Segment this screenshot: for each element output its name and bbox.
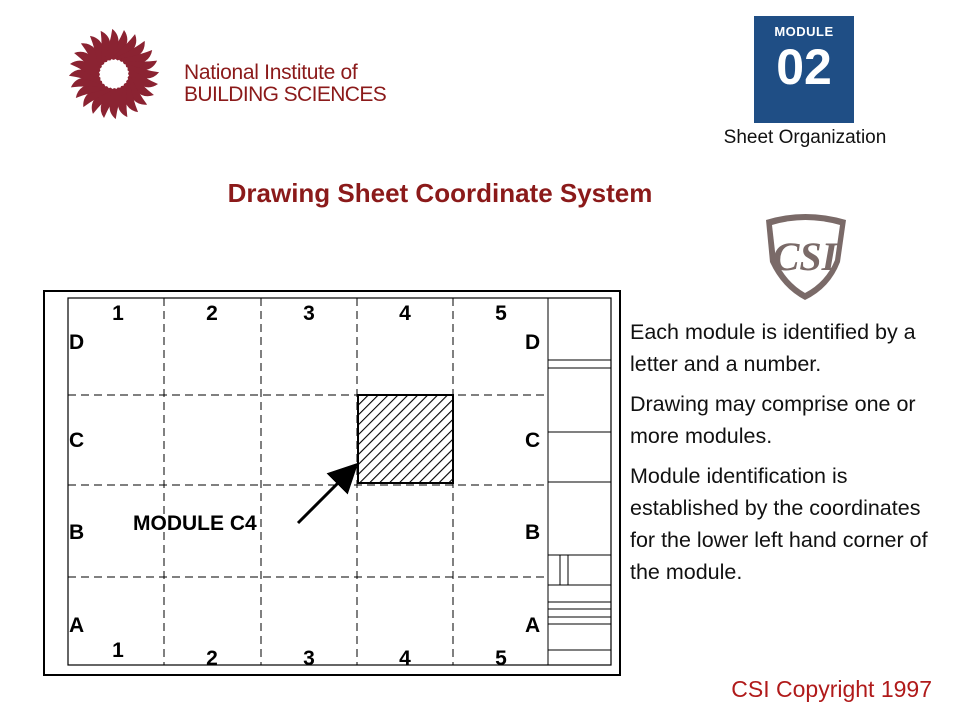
column-label-bottom-1: 1 — [112, 639, 124, 662]
column-label-bottom-5: 5 — [495, 647, 507, 670]
row-label-right-a: A — [525, 614, 541, 637]
column-label-bottom-4: 4 — [399, 647, 411, 670]
description-paragraph-2: Drawing may comprise one or more modules. — [630, 392, 916, 448]
organization-name — [184, 62, 386, 106]
description-paragraph-3: Module identification is established by the coordinates for the lower left hand corner of the module. — [630, 464, 928, 584]
row-label-left-a: A — [69, 614, 85, 637]
column-label-bottom-3: 3 — [303, 647, 315, 670]
module-pointer-arrow — [298, 467, 354, 523]
module-grid — [68, 298, 548, 665]
row-label-right-d: D — [525, 331, 541, 354]
description — [630, 316, 930, 596]
nibs-swirl-icon — [52, 28, 170, 120]
column-label-top-4: 4 — [399, 302, 411, 325]
column-label-top-3: 3 — [303, 302, 315, 325]
row-label-right-b: B — [525, 521, 541, 544]
organization-name-line2: BUILDING SCIENCES — [184, 83, 387, 106]
column-label-bottom-2: 2 — [206, 647, 218, 670]
copyright: CSI Copyright 1997 — [731, 676, 932, 702]
row-label-left-d: D — [69, 331, 85, 354]
row-label-right-c: C — [525, 429, 541, 452]
title-block — [548, 298, 611, 665]
module-number: 02 — [776, 39, 832, 95]
module-c4-label: MODULE C4 — [133, 512, 257, 535]
drawing-sheet-diagram — [40, 287, 624, 679]
section-name: Sheet Organization — [723, 127, 887, 148]
column-label-top-2: 2 — [206, 302, 218, 325]
column-label-top-5: 5 — [495, 302, 507, 325]
highlighted-module — [358, 395, 453, 483]
organization-name-line1: National Institute of — [184, 61, 358, 84]
description-paragraph-1: Each module is identified by a letter and a number. — [630, 320, 916, 376]
csi-logo-text: CSI — [772, 234, 838, 279]
column-label-top-1: 1 — [112, 302, 124, 325]
page-title: Drawing Sheet Coordinate System — [227, 178, 653, 208]
module-label: MODULE — [774, 24, 834, 39]
csi-logo-icon — [760, 210, 850, 302]
module-badge — [754, 16, 854, 123]
row-label-left-b: B — [69, 521, 85, 544]
row-label-left-c: C — [69, 429, 85, 452]
